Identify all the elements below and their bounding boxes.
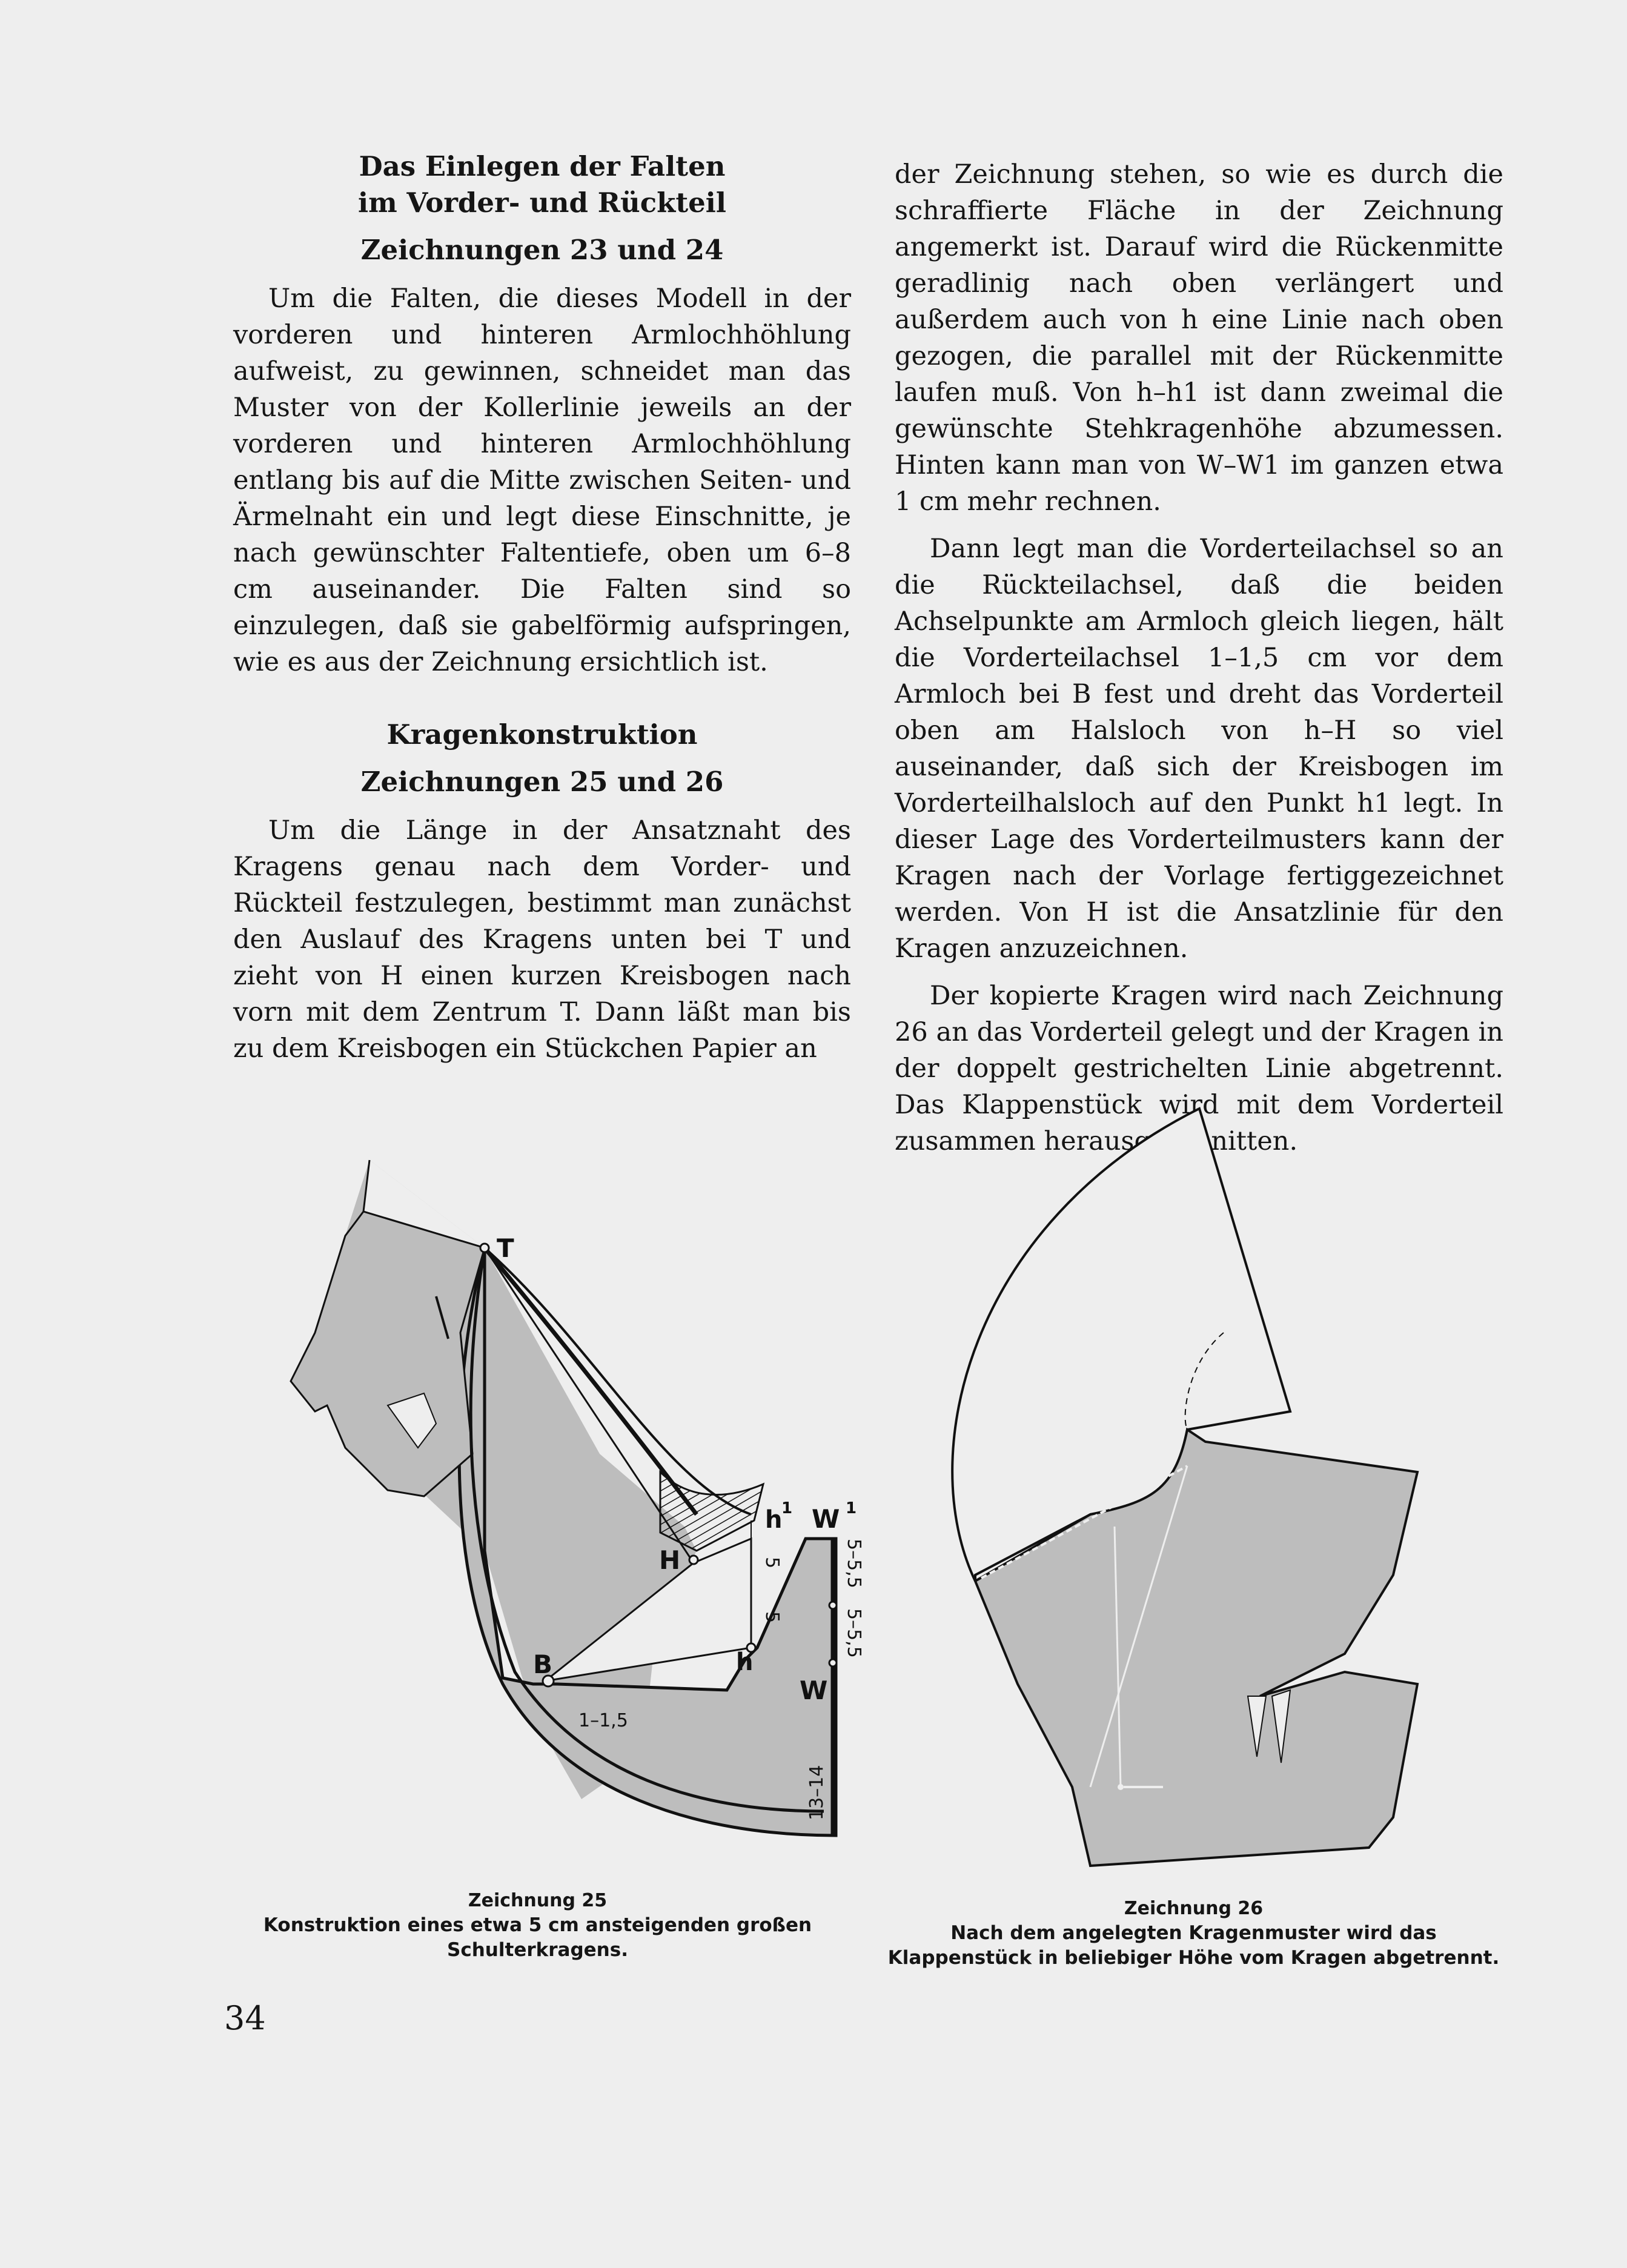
section-subheading-zeichnungen-23-24: Zeichnungen 23 und 24 bbox=[360, 234, 724, 266]
caption-26-text: Nach dem angelegten Kragenmuster wird das Klappenstück in beliebiger Höhe vom Kragen abgetrennt. bbox=[887, 1922, 1500, 1969]
caption-zeichnung-25 bbox=[230, 1888, 845, 1963]
right-column bbox=[895, 156, 1503, 1159]
dim-13-14: 13–14 bbox=[806, 1765, 827, 1820]
paragraph-vorderteilachsel: Dann legt man die Vorderteilachsel so an die Rückteilachsel, daß die beiden Achselpunkte am Armloch gleich liegen, hält die Vorderteilachsel 1–1,5 cm vor dem Armloch bei B fest und dreht das Vorderteil oben am Halsloch von h–H so viel auseinander, daß sich der Kreisbogen im Vorderteilhalsloch auf den Punkt h1 legt. In dieser Lage des Vorderteilmusters kann der Kragen nach der Vorlage fertiggezeichnet werden. Von H ist die Ansatzlinie für den Kragen anzuzeichnen. bbox=[895, 534, 1503, 964]
paragraph-kragen-laenge: Um die Länge in der Ansatznaht des Kragens genau nach dem Vorder- und Rückteil festzulegen, bestimmt man zunächst den Auslauf des Kragens unten bei T und zieht von H einen kurzen Kreisbogen nach vorn mit dem Zentrum T. Dann läßt man bis zu dem Kreisbogen ein Stückchen Papier an bbox=[233, 815, 851, 1064]
section-heading-falten-line1: Das Einlegen der Falten bbox=[359, 150, 726, 182]
section-heading-kragenkonstruktion: Kragenkonstruktion bbox=[386, 718, 698, 751]
label-B: B bbox=[533, 1650, 553, 1679]
label-h1-sup: 1 bbox=[781, 1499, 793, 1517]
caption-25-text: Konstruktion eines etwa 5 cm ansteigenden großen Schulterkragens. bbox=[263, 1914, 812, 1961]
paragraph-falten: Um die Falten, die dieses Modell in der vorderen und hinteren Armlochhöhlung aufweist, zu gewinnen, schneidet man das Muster von der Kollerlinie jeweils an der vorderen und hinteren Armlochhöhlung entlang bis auf die Mitte zwischen Seiten- und Ärmelnaht ein und legt diese Einschnitte, je nach gewünschter Faltentiefe, oben um 6–8 cm auseinander. Die Falten sind so einzulegen, daß sie gabelförmig aufspringen, wie es aus der Zeichnung ersichtlich ist. bbox=[233, 284, 851, 677]
paragraph-continuation: der Zeichnung stehen, so wie es durch die schraffierte Fläche in der Zeichnung angemerkt ist. Darauf wird die Rückenmitte geradlinig nach oben verlängert und außerdem auch von h eine Linie nach oben gezogen, die parallel mit der Rückenmitte laufen muß. Von h–h1 ist dann zweimal die gewünschte Stehkragenhöhe abzumessen. Hinten kann man von W–W1 im ganzen etwa 1 cm mehr rechnen. bbox=[895, 159, 1503, 517]
section-heading-falten-line2: im Vorder- und Rückteil bbox=[358, 187, 726, 219]
caption-25-title: Zeichnung 25 bbox=[468, 1890, 608, 1911]
caption-26-title: Zeichnung 26 bbox=[1124, 1898, 1264, 1919]
hatched-area bbox=[660, 1472, 763, 1551]
paragraph-kopierter-kragen: Der kopierte Kragen wird nach Zeichnung 26 an das Vorderteil gelegt und der Kragen in der doppelt gestrichelten Linie abgetrennt. Das Klappenstück wird mit dem Vorderteil zusammen herausgeschnitten. bbox=[895, 981, 1503, 1156]
dim-5-upper: 5 bbox=[761, 1557, 783, 1569]
page-number: 34 bbox=[224, 1999, 266, 2037]
label-W: W bbox=[800, 1676, 828, 1705]
dim-5-lower: 5 bbox=[761, 1611, 783, 1623]
dim-1-1.5: 1–1,5 bbox=[578, 1710, 628, 1731]
label-W1: W bbox=[812, 1504, 840, 1534]
dim-5-5.5-upper: 5–5,5 bbox=[843, 1539, 864, 1588]
label-H: H bbox=[659, 1545, 681, 1575]
figure-25-collar-construction bbox=[267, 1145, 872, 1872]
label-h1: h bbox=[765, 1506, 783, 1534]
label-T: T bbox=[497, 1233, 514, 1263]
label-W1-sup: 1 bbox=[846, 1499, 857, 1517]
label-h: h bbox=[736, 1648, 754, 1676]
dim-5-5.5-lower: 5–5,5 bbox=[843, 1608, 864, 1658]
section-subheading-zeichnungen-25-26: Zeichnungen 25 und 26 bbox=[360, 766, 724, 798]
left-column bbox=[233, 148, 851, 1067]
figure-26-collar-pattern bbox=[909, 1102, 1454, 1878]
caption-zeichnung-26 bbox=[877, 1896, 1510, 1971]
